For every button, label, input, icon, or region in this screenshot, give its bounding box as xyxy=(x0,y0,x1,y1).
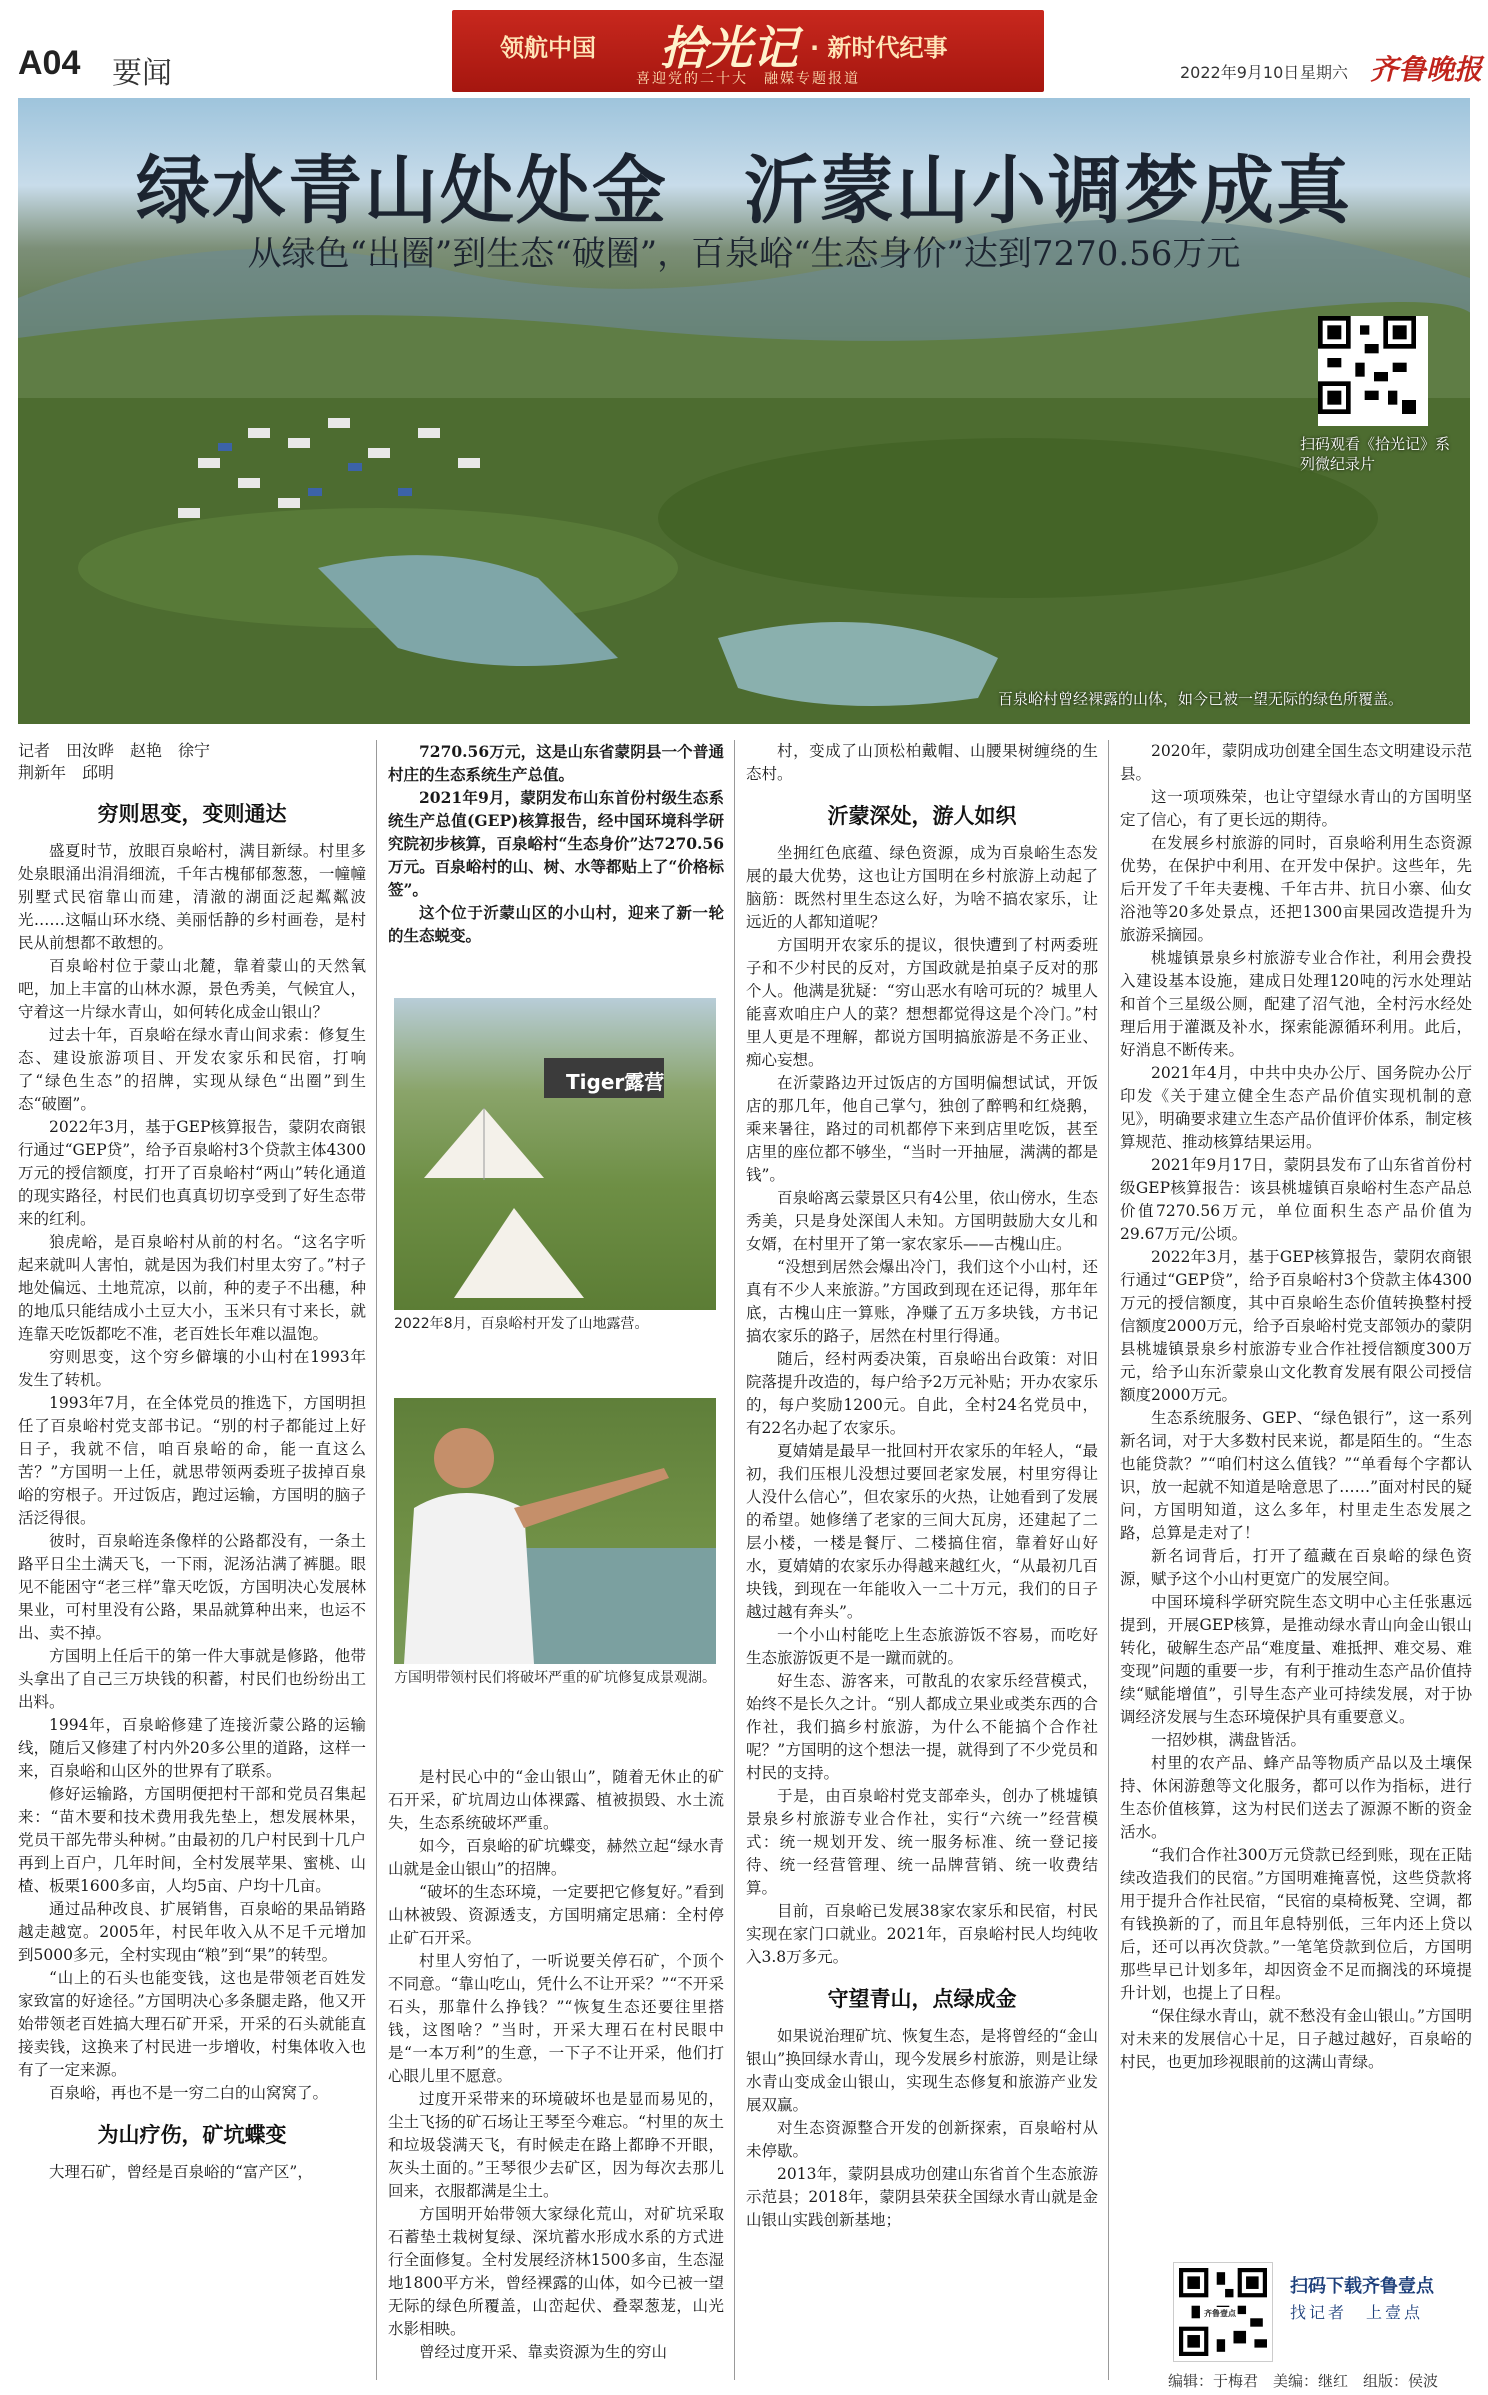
paragraph: 修好运输路，方国明便把村干部和党员召集起来：“苗木要和技术费用我先垫上，想发展林果，党员干部先带头种树。”由最初的几户村民到十几户再到上百户，几年时间，全村发展苹果、蜜桃、山楂、板栗1600多亩，人均5亩、户均十几亩。 xyxy=(18,1785,366,1895)
paragraph: 盛夏时节，放眼百泉峪村，满目新绿。村里多处泉眼涌出涓涓细流，千年古槐郁郁葱葱，一幢幢别墅式民宿靠山而建，清澈的湖面泛起粼粼波光……这幅山环水绕、美丽恬静的乡村画卷，是村民从前想都不敢想的。 xyxy=(18,842,366,952)
column-divider xyxy=(1108,740,1109,2380)
paragraph: 桃墟镇景泉乡村旅游专业合作社，利用会费投入建设基本设施，建成日处理120吨的污水处理站和首个三星级公厕，配建了沼气池，全村污水经处理后用于灌溉及补水，探索能源循环利用。此后，好消息不断传来。 xyxy=(1120,949,1472,1059)
section-heading: 穷则思变，变则通达 xyxy=(97,801,287,826)
paragraph: “破坏的生态环境，一定要把它修复好。”看到山林被毁、资源透支，方国明痛定思痛：全村停止矿石开采。 xyxy=(388,1883,724,1947)
lead-paragraph: 2021年9月，蒙阴发布山东首份村级生态系统生产总值(GEP)核算报告，经中国环境科学研究院初步核算，百泉峪村“生态身价”达7270.56万元。百泉峪村的山、树、水等都贴上了“价格标签”。 xyxy=(388,788,724,899)
issue-date: 2022年9月10日 xyxy=(1180,63,1300,82)
app-download-slogan: 找记者 上壹点 xyxy=(1290,2303,1424,2322)
man-pointing-at-lake-illustration xyxy=(394,1398,716,1664)
paragraph: 村，变成了山顶松柏戴帽、山腰果树缠绕的生态村。 xyxy=(746,742,1098,783)
main-headline: 绿水青山处处金 沂蒙山小调梦成真 xyxy=(136,148,1352,234)
paragraph: 对生态资源整合开发的创新探索，百泉峪村从未停歇。 xyxy=(746,2119,1098,2160)
paragraph: 2013年，蒙阴县成功创建山东省首个生态旅游示范县；2018年，蒙阴县荣获全国绿水青山就是金山银山实践创新基地； xyxy=(746,2165,1098,2229)
lake-photo xyxy=(394,1398,716,1664)
paragraph: 村里的农产品、蜂产品等物质产品以及土壤保持、休闲游憩等文化服务，都可以作为指标，进行生态价值核算，这为村民们送去了源源不断的资金活水。 xyxy=(1120,1754,1472,1841)
paragraph: 如今，百泉峪的矿坑蝶变，赫然立起“绿水青山就是金山银山”的招牌。 xyxy=(388,1837,724,1878)
hero-photo xyxy=(18,98,1470,724)
article-column-2 xyxy=(388,740,724,947)
paragraph: 坐拥红色底蕴、绿色资源，成为百泉峪生态发展的最大优势，这也让方国明在乡村旅游上动起了脑筋：既然村里生态这么好，为啥不搞农家乐，让远近的人都知道呢？ xyxy=(746,844,1098,931)
banner-subtitle: 喜迎党的二十大 融媒专题报道 xyxy=(636,71,860,87)
paragraph: 方国明上任后干的第一件大事就是修路，他带头拿出了自己三万块钱的积蓄，村民们也纷纷出工出料。 xyxy=(18,1647,366,1711)
section-heading: 为山疗伤，矿坑蝶变 xyxy=(97,2122,287,2147)
paragraph: 如果说治理矿坑、恢复生态，是将曾经的“金山银山”换回绿水青山，现今发展乡村旅游，则是让绿水青山变成金山银山，实现生态修复和旅游产业发展双赢。 xyxy=(746,2027,1098,2114)
article-column-1 xyxy=(18,740,366,2184)
page-number: A04 xyxy=(18,44,81,82)
series-banner xyxy=(452,10,1044,92)
article-column-2-continued xyxy=(388,1766,724,2364)
paragraph: “保住绿水青山，就不愁没有金山银山。”方国明对未来的发展信心十足，日子越过越好，百泉峪的村民，也更加珍视眼前的这满山青绿。 xyxy=(1120,2007,1472,2071)
paragraph: 一招妙棋，满盘皆活。 xyxy=(1151,1731,1307,1749)
hero-photo-caption: 百泉峪村曾经裸露的山体，如今已被一望无际的绿色所覆盖。 xyxy=(998,690,1404,708)
column-divider xyxy=(734,740,735,2380)
paragraph: 狼虎峪，是百泉峪村从前的村名。“这名字听起来就叫人害怕，就是因为我们村里太穷了。”村子地处偏远、土地荒凉，以前，种的麦子不出穗，种的地瓜只能结成小土豆大小，玉米只有寸来长，就连靠天吃饭都吃不准，老百姓长年难以温饱。 xyxy=(18,1233,366,1343)
paragraph: 百泉峪村位于蒙山北麓，靠着蒙山的天然氧吧，加上丰富的山林水源，景色秀美，气候宜人，守着这一片绿水青山，如何转化成金山银山？ xyxy=(18,957,366,1021)
paragraph: 一个小山村能吃上生态旅游饭不容易，而吃好生态旅游饭更不是一蹴而就的。 xyxy=(746,1626,1098,1667)
paragraph: 随后，经村两委决策，百泉峪出台政策：对旧院落提升改造的，每户给予2万元补贴；开办农家乐的，每户奖励1200元。自此，全村24名党员中，有22名办起了农家乐。 xyxy=(746,1350,1098,1437)
lead-paragraph: 这个位于沂蒙山区的小山村，迎来了新一轮的生态蜕变。 xyxy=(388,903,724,945)
paragraph: 中国环境科学研究院生态文明中心主任张惠远提到，开展GEP核算，是推动绿水青山向金山银山转化，破解生态产品“难度量、难抵押、难交易、难变现”问题的重要一步，有利于推动生态产品价值持续“赋能增值”，引导生态产业可持续发展，对于协调经济发展与生态环境保护具有重要意义。 xyxy=(1120,1593,1472,1726)
newspaper-logo: 齐鲁晚报 xyxy=(1370,53,1483,86)
byline xyxy=(18,740,366,784)
paragraph: 2022年3月，基于GEP核算报告，蒙阴农商银行通过“GEP贷”，给予百泉峪村3个贷款主体4300万元的授信额度，其中百泉峪生态价值转换整村授信额度2000万元，给予百泉峪村党支部领办的蒙阴县桃墟镇景泉乡村旅游专业合作社授信额度300万元，给予山东沂蒙泉山文化教育发展有限公司授信额度2000万元。 xyxy=(1120,1248,1472,1404)
paragraph: 于是，由百泉峪村党支部牵头，创办了桃墟镇景泉乡村旅游专业合作社，实行“六统一”经营模式：统一规划开发、统一服务标准、统一登记接待、统一经营管理、统一品牌营销、统一收费结算。 xyxy=(746,1787,1098,1897)
paragraph: 彼时，百泉峪连条像样的公路都没有，一条土路平日尘土满天飞，一下雨，泥汤沾满了裤腿。眼见不能困守“老三样”靠天吃饭，方国明决心发展林果业，可村里没有公路，果品就算种出来，也运不出、卖不掉。 xyxy=(18,1532,366,1642)
camping-photo xyxy=(394,998,716,1310)
paragraph: 曾经过度开采、靠卖资源为生的穷山 xyxy=(419,2343,668,2361)
section-heading: 守望青山，点绿成金 xyxy=(827,1986,1017,2011)
qr-code-icon xyxy=(1318,316,1416,414)
paragraph: 1993年7月，在全体党员的推选下，方国明担任了百泉峪村党支部书记。“别的村子都能过上好日子，我就不信，咱百泉峪的命，能一直这么苦？”方国明一上任，就思带领两委班子拔掉百泉峪的穷根子。开过饭店，跑过运输，方国明的脑子活泛得很。 xyxy=(18,1394,366,1527)
paragraph: 方国明开农家乐的提议，很快遭到了村两委班子和不少村民的反对，方国政就是拍桌子反对的那个人。他满是犹疑：“穷山恶水有啥可玩的？城里人能喜欢咱庄户人的菜？想想都觉得这是个冷门。”村里人更是不理解，都说方国明搞旅游是不务正业、痴心妄想。 xyxy=(746,936,1098,1069)
paragraph: 大理石矿，曾经是百泉峪的“富产区”， xyxy=(49,2163,313,2181)
qr-center-label: 齐鲁壹点 xyxy=(1204,2309,1236,2318)
lake-photo-caption: 方国明带领村民们将破坏严重的矿坑修复成景观湖。 xyxy=(394,1670,716,1686)
byline-photographers: 荆新年 邱明 xyxy=(18,763,115,782)
paragraph: 1994年，百泉峪修建了连接沂蒙公路的运输线，随后又修建了村内外20多公里的道路，这样一来，百泉峪和山区外的世界有了联系。 xyxy=(18,1716,366,1780)
issue-weekday: 星期六 xyxy=(1300,63,1349,82)
editor-credits: 编辑：于梅君 美编：继红 组版：侯波 xyxy=(1168,2372,1439,2390)
paragraph: 这一项项殊荣，也让守望绿水青山的方国明坚定了信心，有了更长远的期待。 xyxy=(1120,788,1472,829)
paragraph: 是村民心中的“金山银山”，随着无休止的矿石开采，矿坑周边山体裸露、植被损毁、水土流失，生态系统破坏严重。 xyxy=(388,1768,724,1832)
paragraph: “我们合作社300万元贷款已经到账，现在正陆续改造我们的民宿。”方国明难掩喜悦，这些贷款将用于提升合作社民宿，“民宿的桌椅板凳、空调，都有钱换新的了，而且年息特别低，三年内还上贷以后，还可以再次贷款。”一笔笔贷款到位后，方国明那些早已计划多年，却因资金不足而搁浅的环境提升计划，也提上了日程。 xyxy=(1120,1846,1472,2002)
article-column-3 xyxy=(746,740,1098,2232)
paragraph: 生态系统服务、GEP、“绿色银行”，这一系列新名词，对于大多数村民来说，都是陌生的。“生态也能贷款？”“咱们村这么值钱？”“单看每个字都认识，放一起就不知道是啥意思了……”面对村民的疑问，方国明知道，这么多年，村里走生态发展之路，总算是走对了！ xyxy=(1120,1409,1472,1542)
paragraph: 目前，百泉峪已发展38家农家乐和民宿，村民实现在家门口就业。2021年，百泉峪村民人均纯收入3.8万多元。 xyxy=(746,1902,1098,1966)
paragraph: 在沂蒙路边开过饭店的方国明偏想试试，开饭店的那几年，他自己掌勺，独创了醉鸭和红烧鹅，乘来暑往，路过的司机都停下来到店里吃饭，甚至店里的座位都不够坐，“当时一开抽屉，满满的都是钱”。 xyxy=(746,1074,1098,1184)
paragraph: “没想到居然会爆出冷门，我们这个小山村，还真有不少人来旅游。”方国政到现在还记得，那年年底，古槐山庄一算账，净赚了五万多块钱，方书记搞农家乐的路子，居然在村里行得通。 xyxy=(746,1258,1098,1345)
paragraph: “山上的石头也能变钱，这也是带领老百姓发家致富的好途径。”方国明决心多条腿走路，他又开始带领老百姓搞大理石矿开采，开采的石头就能直接卖钱，这换来了村民进一步增收，村集体收入也有了一定来源。 xyxy=(18,1969,366,2079)
app-download-qr-code[interactable] xyxy=(1173,2262,1273,2362)
lead-paragraph: 7270.56万元，这是山东省蒙阴县一个普通村庄的生态系统生产总值。 xyxy=(388,742,724,784)
banner-left-text: 领航中国 xyxy=(500,34,596,62)
paragraph: 方国明开始带领大家绿化荒山，对矿坑采取石蓄垫土栽树复绿、深坑蓄水形成水系的方式进行全面修复。全村发展经济林1500多亩，生态湿地1800平方米，曾经裸露的山体，如今已被一望无际的绿色所覆盖，山峦起伏、叠翠葱茏，山光水影相映。 xyxy=(388,2205,724,2338)
app-download-title: 扫码下载齐鲁壹点 xyxy=(1290,2276,1434,2297)
column-divider xyxy=(376,740,377,2380)
byline-reporters: 记者 田汝晔 赵艳 徐宁 xyxy=(18,741,211,760)
paragraph: 2020年，蒙阴成功创建全国生态文明建设示范县。 xyxy=(1120,742,1472,783)
paragraph: 2022年3月，基于GEP核算报告，蒙阴农商银行通过“GEP贷”，给予百泉峪村3个贷款主体4300万元的授信额度，打开了百泉峪村“两山”转化通道的现实路径，村民们也真真切切享受到了好生态带来的红利。 xyxy=(18,1118,366,1228)
paragraph: 在发展乡村旅游的同时，百泉峪利用生态资源优势，在保护中利用、在开发中保护。这些年，先后开发了千年夫妻槐、千年古井、抗日小寨、仙女浴池等20多处景点，还把1300亩果园改造提升为旅游采摘园。 xyxy=(1120,834,1472,944)
paragraph: 村里人穷怕了，一听说要关停石矿，个顶个不同意。“靠山吃山，凭什么不让开采？”“不开采石头，那靠什么挣钱？”“恢复生态还要往里搭钱，这图啥？”当时，开采大理石在村民眼中是“一本万利”的生意，一下子不让开采，他们打心眼儿里不愿意。 xyxy=(388,1952,724,2085)
paragraph: 通过品种改良、扩展销售，百泉峪的果品销路越走越宽。2005年，村民年收入从不足千元增加到5000多元，全村实现由“粮”到“果”的转型。 xyxy=(18,1900,366,1964)
paragraph: 过度开采带来的环境破坏也是显而易见的，尘土飞扬的矿石场让王琴至今难忘。“村里的灰土和垃圾袋满天飞，有时候走在路上都睁不开眼，灰头土面的。”王琴很少去矿区，因为每次去那儿回来，衣服都满是尘土。 xyxy=(388,2090,724,2200)
paragraph: 百泉峪，再也不是一穷二白的山窝窝了。 xyxy=(49,2084,329,2102)
qr-caption: 扫码观看《拾光记》系列微纪录片 xyxy=(1300,435,1451,473)
paragraph: 好生态、游客来，可散乱的农家乐经营模式，始终不是长久之计。“别人都成立果业或类东西的合作社，我们搞乡村旅游，为什么不能搞个合作社呢？”方国明的这个想法一提，就得到了不少党员和村民的支持。 xyxy=(746,1672,1098,1782)
section-heading: 沂蒙深处，游人如织 xyxy=(827,803,1017,828)
paragraph: 百泉峪离云蒙景区只有4公里，依山傍水，生态秀美，只是身处深闺人未知。方国明鼓励大女儿和女婿，在村里开了第一家农家乐——古槐山庄。 xyxy=(746,1189,1098,1253)
article-column-4 xyxy=(1120,740,1472,2074)
banner-right-text: · 新时代纪事 xyxy=(810,34,948,62)
camping-photo-caption: 2022年8月，百泉峪村开发了山地露营。 xyxy=(394,1316,649,1332)
section-name: 要闻 xyxy=(112,56,172,91)
banner-logo: 拾光记 xyxy=(660,21,798,75)
paragraph: 新名词背后，打开了蕴藏在百泉峪的绿色资源，赋予这个小山村更宽广的发展空间。 xyxy=(1120,1547,1472,1588)
paragraph: 过去十年，百泉峪在绿水青山间求索：修复生态、建设旅游项目、开发农家乐和民宿，打响了“绿色生态”的招牌，实现从绿色“出圈”到生态“破圈”。 xyxy=(18,1026,366,1113)
paragraph: 穷则思变，这个穷乡僻壤的小山村在1993年发生了转机。 xyxy=(18,1348,366,1389)
camping-tents-illustration xyxy=(394,998,716,1310)
paragraph: 夏婧婧是最早一批回村开农家乐的年轻人，“最初，我们压根儿没想过要回老家发展，村里穷得让人没什么信心”，但农家乐的火热，让她看到了发展的希望。她修缮了老家的三间大瓦房，还建起了二层小楼，一楼是餐厅、二楼搞住宿，靠着好山好水，夏婧婧的农家乐办得越来越红火，“从最初几百块钱，到现在一年能收入一二十万元，我们的日子越过越有奔头”。 xyxy=(746,1442,1098,1621)
video-qr-code[interactable] xyxy=(1318,316,1428,426)
paragraph: 2021年9月17日，蒙阴县发布了山东省首份村级GEP核算报告：该县桃墟镇百泉峪村生态产品总价值7270.56万元，单位面积生态产品价值为29.67万元/公顷。 xyxy=(1120,1156,1472,1243)
camp-sign: Tiger露营 xyxy=(566,1070,665,1094)
page-header xyxy=(0,0,1488,96)
sub-headline: 从绿色“出圈”到生态“破圈”，百泉峪“生态身价”达到7270.56万元 xyxy=(247,234,1241,274)
paragraph: 2021年4月，中共中央办公厅、国务院办公厅印发《关于建立健全生态产品价值实现机制的意见》，明确要求建立生态产品价值评价体系，制定核算规范、推动核算结果运用。 xyxy=(1120,1064,1472,1151)
